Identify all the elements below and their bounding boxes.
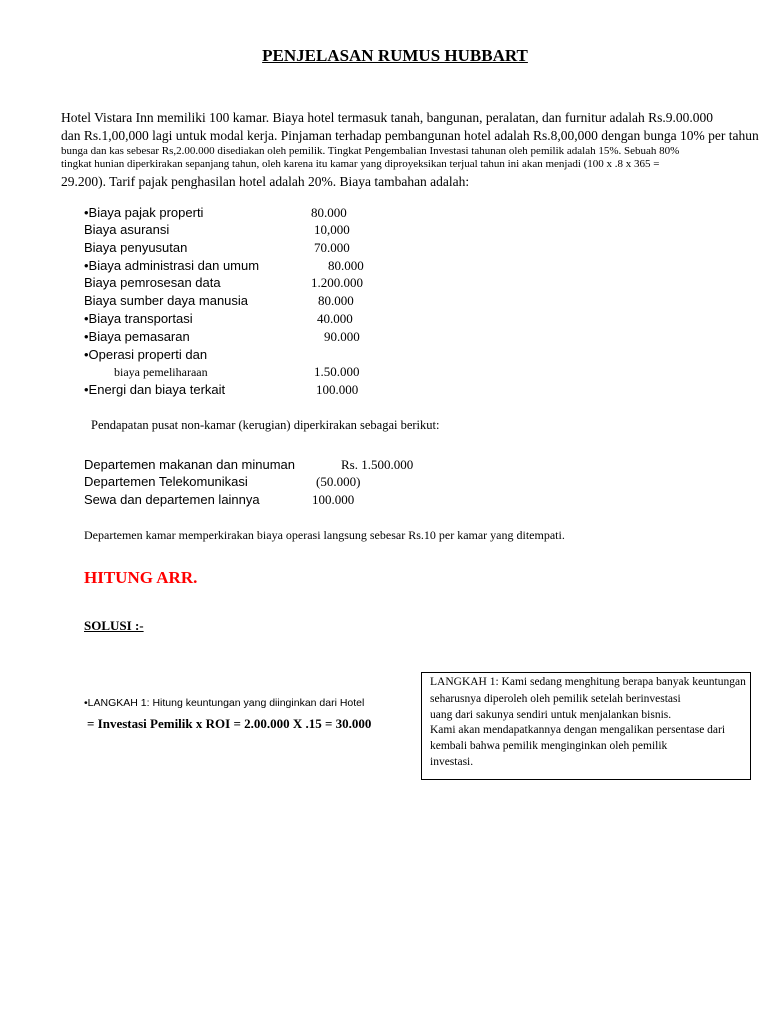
cost-label: Biaya asuransi: [84, 222, 170, 237]
intro-line-4: tingkat hunian diperkirakan sepanjang tahun, oleh karena itu kamar yang diproyeksikan terjual tahun ini akan menjadi (100 x .8 x 365 =: [61, 158, 660, 170]
section-heading: HITUNG ARR.: [84, 568, 198, 587]
cost-value: 40.000: [317, 311, 353, 326]
department-label: Departemen Telekomunikasi: [84, 474, 248, 489]
cost-value: 80.000: [318, 293, 354, 308]
cost-label: •Biaya administrasi dan umum: [84, 258, 260, 273]
step-1-text: •LANGKAH 1: Hitung keuntungan yang diinginkan dari Hotel: [84, 697, 365, 709]
cost-label: Biaya penyusutan: [84, 240, 188, 255]
room-department-note: Departemen kamar memperkirakan biaya operasi langsung sebesar Rs.10 per kamar yang ditempati.: [84, 528, 565, 542]
solution-heading: SOLUSI :-: [84, 618, 144, 633]
explanation-callout: [421, 672, 751, 780]
department-label: Departemen makanan dan minuman: [84, 457, 296, 472]
department-value: Rs. 1.500.000: [341, 457, 414, 472]
cost-value: 1.200.000: [311, 275, 363, 290]
cost-value: 90.000: [324, 329, 360, 344]
callout-line: seharusnya diperoleh oleh pemilik setelah berinvestasi: [430, 693, 681, 705]
callout-line: Kami akan mendapatkannya dengan mengalikan persentase dari: [430, 724, 726, 736]
intro-line-5: 29.200). Tarif pajak penghasilan hotel adalah 20%. Biaya tambahan adalah:: [61, 174, 470, 189]
page-title: PENJELASAN RUMUS HUBBART: [262, 46, 528, 65]
callout-line: investasi.: [430, 756, 474, 768]
nonroom-intro: Pendapatan pusat non-kamar (kerugian) diperkirakan sebagai berikut:: [91, 418, 440, 432]
intro-line-2: dan Rs.1,00,000 lagi untuk modal kerja. Pinjaman terhadap pembangunan hotel adalah Rs.8,00,000 dengan bunga 10% per tahun: [61, 128, 759, 143]
step-1-formula: = Investasi Pemilik x ROI = 2.00.000 X .15 = 30.000: [87, 716, 372, 731]
cost-label: •Biaya pemasaran: [84, 329, 190, 344]
intro-line-3: bunga dan kas sebesar Rs,2.00.000 disediakan oleh pemilik. Tingkat Pengembalian Investasi tahunan oleh pemilik adalah 15%. Sebuah 80%: [61, 145, 680, 157]
cost-label: •Operasi properti dan: [84, 347, 208, 362]
department-value: (50.000): [316, 474, 361, 489]
department-label: Sewa dan departemen lainnya: [84, 492, 260, 507]
cost-value: 100.000: [316, 382, 359, 397]
cost-label: •Energi dan biaya terkait: [84, 382, 226, 397]
callout-line: LANGKAH 1: Kami sedang menghitung berapa banyak keuntungan: [430, 676, 746, 688]
callout-line: kembali bahwa pemilik menginginkan oleh pemilik: [430, 740, 668, 752]
cost-value: 1.50.000: [314, 364, 360, 379]
cost-label: •Biaya pajak properti: [84, 205, 204, 220]
cost-value: 10,000: [314, 222, 350, 237]
intro-line-1: Hotel Vistara Inn memiliki 100 kamar. Biaya hotel termasuk tanah, bangunan, peralatan, dan furnitur adalah Rs.9.00.000: [61, 110, 714, 125]
cost-label: Biaya pemrosesan data: [84, 275, 221, 290]
cost-value: 80.000: [328, 258, 364, 273]
cost-label: •Biaya transportasi: [84, 311, 193, 326]
cost-value: 80.000: [311, 205, 347, 220]
cost-label: biaya pemeliharaan: [114, 365, 208, 379]
department-value: 100.000: [312, 492, 355, 507]
callout-line: uang dari sakunya sendiri untuk menjalankan bisnis.: [430, 709, 672, 721]
cost-value: 70.000: [314, 240, 350, 255]
cost-label: Biaya sumber daya manusia: [84, 293, 249, 308]
